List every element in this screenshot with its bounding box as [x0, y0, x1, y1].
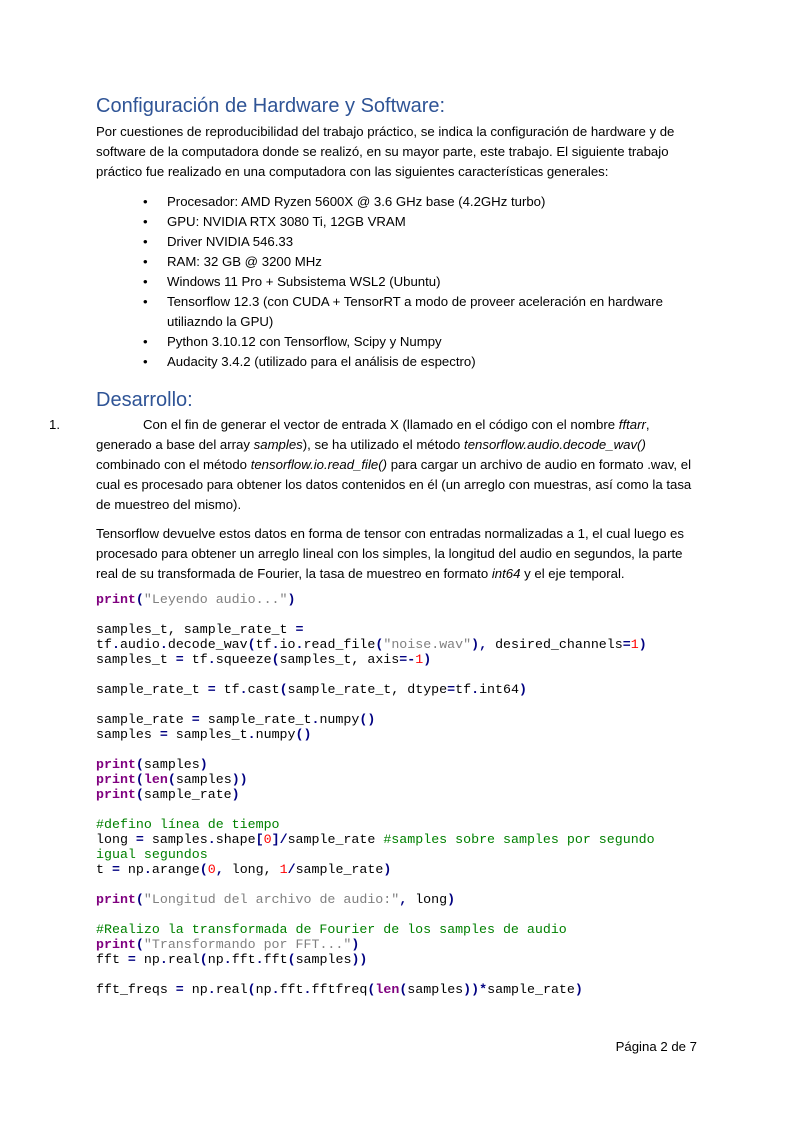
- code-line: [96, 697, 655, 712]
- list-item: [96, 352, 696, 372]
- code-token-kw: len: [375, 982, 400, 997]
- list-item: [96, 292, 696, 332]
- code-token-op: ))*: [463, 982, 488, 997]
- tensor-paragraph: [96, 524, 696, 584]
- code-token-op: .: [111, 637, 120, 652]
- list-item-text: Python 3.10.12 con Tensorflow, Scipy y Numpy: [167, 334, 442, 349]
- code-token-txt: tf: [96, 637, 112, 652]
- code-token-kw: len: [143, 772, 168, 787]
- text: para cargar un archivo de audio en formato .wav, el cual es procesado para obtener los datos contenidos en él (un arreglo con muestras, así como la tasa de muestreo del mismo).: [96, 457, 692, 512]
- code-token-op: (): [295, 727, 312, 742]
- code-token-op: (: [375, 637, 384, 652]
- code-token-op: =: [127, 952, 136, 967]
- code-token-kw: print: [96, 937, 136, 952]
- code-token-op: ): [231, 787, 240, 802]
- code-token-op: ,: [399, 892, 408, 907]
- intro-paragraph: Por cuestiones de reproducibilidad del trabajo práctico, se indica la configuración de hardware y de software de la computadora donde se realizó, en su mayor parte, este trabajo. El siguiente trabajo práctico fue realizado en una computadora con las siguientes características generales:: [96, 124, 675, 179]
- code-line: [96, 892, 655, 907]
- list-item-text: Audacity 3.4.2 (utilizado para el análisis de espectro): [167, 354, 476, 369]
- code-line: [96, 757, 655, 772]
- code-token-op: (: [135, 757, 144, 772]
- code-token-txt: tf: [255, 637, 272, 652]
- code-token-txt: numpy: [255, 727, 296, 742]
- code-token-com: igual segundos: [96, 847, 208, 862]
- section-heading-configuracion: Configuración de Hardware y Software:: [96, 95, 446, 117]
- code-token-txt: io: [279, 637, 296, 652]
- italic-term: fftarr: [618, 417, 646, 432]
- italic-term: tensorflow.io.read_file(): [250, 457, 388, 472]
- code-token-op: .: [207, 982, 216, 997]
- code-token-op: .: [207, 652, 216, 667]
- code-token-op: ): [199, 757, 208, 772]
- code-token-op: .: [159, 952, 168, 967]
- code-token-op: ): [574, 982, 583, 997]
- code-line: [96, 982, 655, 997]
- code-token-txt: sample_rate: [143, 787, 232, 802]
- list-item: [96, 252, 696, 272]
- bullet-icon: •: [143, 234, 148, 249]
- page-number: Página 2 de 7: [615, 1039, 697, 1054]
- code-token-num: 1: [279, 862, 288, 877]
- bullet-icon: •: [143, 194, 148, 209]
- code-line: [96, 727, 655, 742]
- code-token-txt: read_file: [303, 637, 376, 652]
- code-line: [96, 937, 655, 952]
- bullet-icon: •: [143, 294, 148, 309]
- code-line: [96, 742, 655, 757]
- code-token-op: =: [175, 982, 184, 997]
- code-line: [96, 652, 655, 667]
- code-token-op: (: [279, 682, 288, 697]
- code-token-txt: fft: [96, 952, 128, 967]
- code-token-txt: real: [215, 982, 248, 997]
- code-token-txt: long,: [223, 862, 280, 877]
- code-token-txt: sample_rate: [96, 712, 192, 727]
- item-number: 1.: [49, 417, 60, 432]
- code-token-op: =-: [399, 652, 416, 667]
- code-token-num: 0: [207, 862, 216, 877]
- code-token-txt: int64: [479, 682, 519, 697]
- code-token-txt: cast: [247, 682, 280, 697]
- code-token-txt: numpy: [319, 712, 360, 727]
- code-token-txt: samples_t: [96, 652, 176, 667]
- code-token-op: ),: [471, 637, 488, 652]
- list-item-text: GPU: NVIDIA RTX 3080 Ti, 12GB VRAM: [167, 214, 406, 229]
- code-token-txt: tf: [183, 652, 208, 667]
- code-line: [96, 952, 655, 967]
- italic-term: tensorflow.audio.decode_wav(): [464, 437, 646, 452]
- code-token-txt: t: [96, 862, 112, 877]
- code-token-txt: samples: [175, 772, 232, 787]
- code-line: [96, 817, 655, 832]
- code-token-txt: sample_rate: [487, 982, 575, 997]
- code-token-op: .: [271, 982, 280, 997]
- code-token-op: =: [207, 682, 216, 697]
- code-token-kw: print: [96, 592, 136, 607]
- code-token-op: .: [311, 712, 320, 727]
- list-item: [96, 192, 696, 212]
- code-token-op: (: [367, 982, 376, 997]
- code-line: [96, 862, 655, 877]
- code-token-txt: np: [255, 982, 272, 997]
- code-token-txt: audio: [119, 637, 160, 652]
- code-token-op: ): [287, 592, 296, 607]
- code-token-txt: arange: [151, 862, 200, 877]
- list-item-text: Driver NVIDIA 546.33: [167, 234, 294, 249]
- code-token-op: )): [231, 772, 248, 787]
- code-token-kw: print: [96, 892, 136, 907]
- code-token-op: .: [471, 682, 480, 697]
- code-token-com: #defino línea de tiempo: [96, 817, 280, 832]
- code-token-op: .: [255, 952, 264, 967]
- code-line: [96, 907, 655, 922]
- code-token-op: [: [255, 832, 264, 847]
- code-token-op: =: [159, 727, 168, 742]
- code-token-op: (: [199, 862, 208, 877]
- code-token-txt: np: [135, 952, 160, 967]
- code-token-op: (: [287, 952, 296, 967]
- code-token-op: ): [638, 637, 647, 652]
- code-token-kw: print: [96, 787, 136, 802]
- code-token-txt: samples: [295, 952, 352, 967]
- code-line: [96, 622, 655, 637]
- code-token-txt: squeeze: [215, 652, 272, 667]
- bullet-icon: •: [143, 274, 148, 289]
- code-token-op: =: [295, 622, 304, 637]
- code-token-kw: print: [96, 757, 136, 772]
- list-item-text: Windows 11 Pro + Subsistema WSL2 (Ubuntu): [167, 274, 441, 289]
- code-token-txt: fft: [279, 982, 304, 997]
- code-token-op: (: [167, 772, 176, 787]
- code-token-txt: samples_t, sample_rate_t: [96, 622, 296, 637]
- code-token-op: (: [199, 952, 208, 967]
- code-token-op: =: [135, 832, 144, 847]
- list-item: [96, 332, 696, 352]
- code-line: [96, 877, 655, 892]
- list-item: [96, 272, 696, 292]
- code-line: [96, 967, 655, 982]
- code-line: [96, 667, 655, 682]
- italic-term: samples: [253, 437, 303, 452]
- code-line: [96, 712, 655, 727]
- code-token-txt: tf: [455, 682, 472, 697]
- italic-term: int64: [491, 566, 521, 581]
- code-token-kw: print: [96, 772, 136, 787]
- code-token-txt: desired_channels: [487, 637, 623, 652]
- code-token-txt: real: [167, 952, 200, 967]
- code-token-op: .: [143, 862, 152, 877]
- code-token-txt: long: [407, 892, 448, 907]
- code-token-txt: samples: [96, 727, 160, 742]
- code-token-txt: decode_wav: [167, 637, 248, 652]
- code-token-op: ): [351, 937, 360, 952]
- code-token-com: #Realizo la transformada de Fourier de los samples de audio: [96, 922, 567, 937]
- code-line: [96, 922, 655, 937]
- code-token-txt: sample_rate_t: [96, 682, 208, 697]
- code-line: [96, 832, 655, 847]
- code-token-num: 1: [630, 637, 639, 652]
- code-token-op: .: [159, 637, 168, 652]
- code-token-op: .: [295, 637, 304, 652]
- section-heading-desarrollo: Desarrollo:: [96, 389, 193, 411]
- code-token-op: ]/: [271, 832, 288, 847]
- code-token-op: .: [271, 637, 280, 652]
- code-token-txt: fft: [231, 952, 256, 967]
- code-token-op: (: [135, 787, 144, 802]
- numbered-item-1: [49, 415, 696, 515]
- code-token-op: (: [135, 772, 144, 787]
- code-token-str: "Transformando por FFT...": [143, 937, 352, 952]
- code-token-txt: np: [183, 982, 208, 997]
- bullet-icon: •: [143, 354, 148, 369]
- code-token-op: ,: [215, 862, 224, 877]
- bullet-icon: •: [143, 214, 148, 229]
- code-token-op: .: [223, 952, 232, 967]
- code-token-op: ): [423, 652, 432, 667]
- code-line: [96, 802, 655, 817]
- code-token-op: (): [359, 712, 376, 727]
- list-item: [96, 212, 696, 232]
- text: combinado con el método: [96, 457, 251, 472]
- list-item-text: Tensorflow 12.3 (con CUDA + TensorRT a modo de proveer aceleración en hardware utiliazndo la GPU): [167, 294, 663, 329]
- list-item-text: Procesador: AMD Ryzen 5600X @ 3.6 GHz base (4.2GHz turbo): [167, 194, 546, 209]
- code-token-op: ): [447, 892, 456, 907]
- code-token-com: #samples sobre samples por segundo: [383, 832, 655, 847]
- code-token-op: (: [135, 892, 144, 907]
- code-token-op: =: [191, 712, 200, 727]
- code-token-op: )): [351, 952, 368, 967]
- list-item: [96, 232, 696, 252]
- code-token-txt: samples_t: [167, 727, 248, 742]
- code-line: [96, 847, 655, 862]
- code-token-op: =: [447, 682, 456, 697]
- text: ), se ha utilizado el método: [302, 437, 465, 452]
- bullet-icon: •: [143, 254, 148, 269]
- code-token-txt: shape: [215, 832, 256, 847]
- code-token-num: 1: [415, 652, 424, 667]
- code-token-txt: samples_t, axis: [279, 652, 400, 667]
- code-block: [96, 592, 655, 997]
- code-line: [96, 607, 655, 622]
- hardware-list: [96, 192, 696, 372]
- code-token-op: .: [303, 982, 312, 997]
- code-token-op: (: [271, 652, 280, 667]
- code-token-txt: sample_rate_t: [199, 712, 312, 727]
- code-token-txt: long: [96, 832, 136, 847]
- code-token-txt: samples: [407, 982, 464, 997]
- code-token-op: .: [207, 832, 216, 847]
- text: y el eje temporal.: [520, 566, 625, 581]
- code-token-str: "Longitud del archivo de audio:": [143, 892, 400, 907]
- code-token-txt: sample_rate: [295, 862, 384, 877]
- code-token-txt: samples: [143, 757, 200, 772]
- code-token-txt: np: [119, 862, 144, 877]
- code-token-txt: sample_rate: [287, 832, 384, 847]
- code-token-op: .: [239, 682, 248, 697]
- code-token-txt: np: [207, 952, 224, 967]
- code-token-str: "noise.wav": [383, 637, 472, 652]
- code-token-op: =: [111, 862, 120, 877]
- text: Tensorflow devuelve estos datos en forma de tensor con entradas normalizadas a 1, el cual luego es procesado para obtener un arreglo lineal con los simples, la longitud del audio en segundos, la parte real de su transformada de Fourier, la tasa de muestreo en formato: [96, 526, 684, 581]
- code-token-txt: fft_freqs: [96, 982, 176, 997]
- code-line: [96, 637, 655, 652]
- text: Con el fin de generar el vector de entrada X (llamado en el código con el nombre: [143, 417, 619, 432]
- code-token-txt: samples: [143, 832, 208, 847]
- code-token-op: (: [399, 982, 408, 997]
- list-item-text: RAM: 32 GB @ 3200 MHz: [167, 254, 322, 269]
- code-token-txt: tf: [215, 682, 240, 697]
- code-line: [96, 682, 655, 697]
- code-line: [96, 772, 655, 787]
- code-token-op: .: [247, 727, 256, 742]
- code-token-op: /: [287, 862, 296, 877]
- code-token-op: (: [135, 592, 144, 607]
- code-line: [96, 592, 655, 607]
- code-line: [96, 787, 655, 802]
- code-token-op: ): [518, 682, 527, 697]
- bullet-icon: •: [143, 334, 148, 349]
- text: , generado a base del array: [96, 417, 650, 452]
- code-token-op: (: [247, 637, 256, 652]
- code-token-txt: sample_rate_t, dtype: [287, 682, 448, 697]
- code-token-str: "Leyendo audio...": [143, 592, 288, 607]
- code-token-num: 0: [263, 832, 272, 847]
- code-token-op: =: [622, 637, 631, 652]
- code-token-txt: fftfreq: [311, 982, 368, 997]
- code-token-op: (: [135, 937, 144, 952]
- code-token-op: =: [175, 652, 184, 667]
- code-token-op: ): [383, 862, 392, 877]
- code-token-op: (: [247, 982, 256, 997]
- code-token-txt: fft: [263, 952, 288, 967]
